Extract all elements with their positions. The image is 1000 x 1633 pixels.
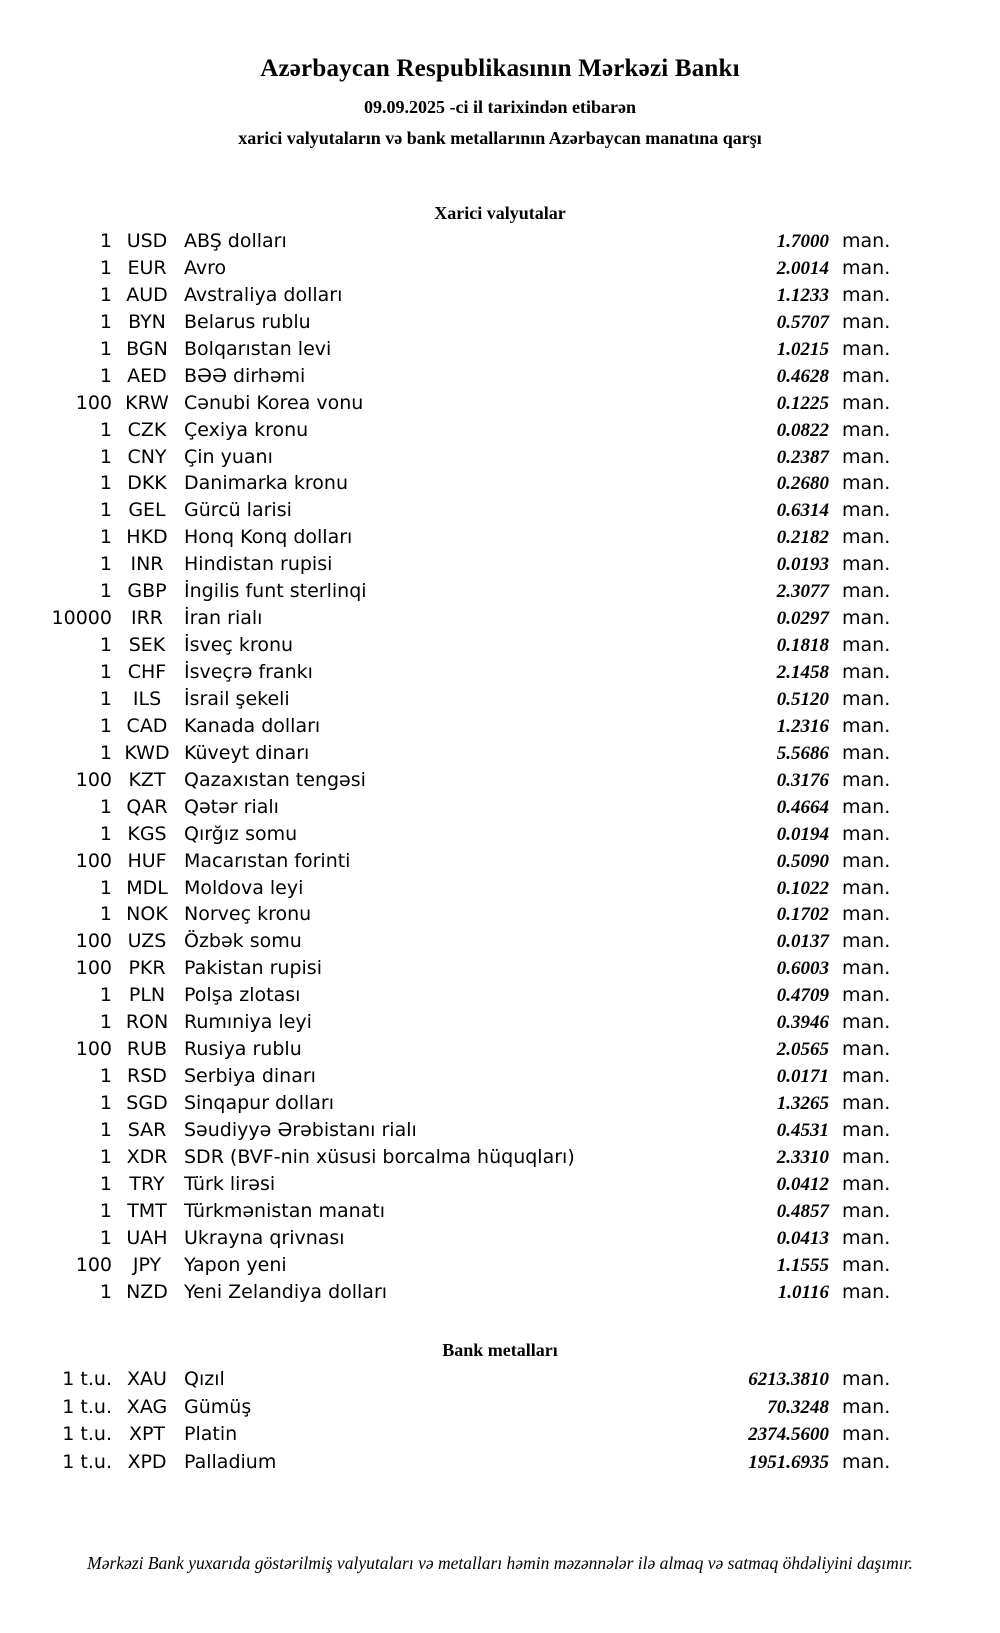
rate-row — [0, 578, 1000, 605]
currency-name: Çin yuanı — [184, 445, 273, 468]
currency-name: Avro — [184, 256, 227, 279]
rate-value: 0.4531 — [776, 1119, 829, 1141]
currency-name: Rusiya rublu — [184, 1038, 302, 1061]
rate-value: 2374.5600 — [748, 1424, 829, 1445]
rate-value: 0.6003 — [776, 958, 829, 980]
unit-label: man. — [842, 1423, 891, 1445]
rate-row — [0, 524, 1000, 551]
currency-name: Gürcü larisi — [184, 499, 292, 522]
rate-row — [0, 1171, 1000, 1198]
rate-value: 0.1022 — [776, 877, 829, 899]
unit-label: man. — [842, 472, 891, 495]
quantity-value: 1 t.u. — [62, 1450, 112, 1473]
rate-value: 1.1555 — [776, 1254, 829, 1276]
rate-value: 0.2387 — [776, 446, 829, 468]
currency-name: ABŞ dolları — [184, 230, 287, 252]
currency-code: CAD — [126, 714, 168, 737]
rate-row — [0, 1449, 1000, 1477]
rate-row — [0, 632, 1000, 659]
currency-code: PKR — [128, 957, 166, 980]
unit-label: man. — [842, 1172, 891, 1195]
currency-code: KGS — [127, 822, 167, 845]
currency-name: Sinqapur dolları — [184, 1092, 335, 1114]
quantity-value: 1 — [99, 822, 112, 845]
rate-row — [0, 955, 1000, 982]
unit-label: man. — [842, 1065, 891, 1088]
unit-label: man. — [842, 230, 891, 252]
rate-row — [0, 444, 1000, 471]
rate-row — [0, 1366, 1000, 1394]
unit-label: man. — [842, 849, 891, 872]
currency-code: BGN — [126, 337, 168, 360]
currency-name: Qətər rialı — [184, 795, 279, 818]
unit-label: man. — [842, 553, 891, 576]
currency-code: NOK — [126, 903, 168, 926]
rate-value: 1951.6935 — [748, 1451, 829, 1473]
rate-value: 1.3265 — [776, 1093, 829, 1114]
currency-code: CHF — [127, 661, 167, 683]
rate-value: 0.2182 — [776, 527, 829, 549]
rate-value: 1.0215 — [776, 338, 829, 360]
bulletin-subtitle: xarici valyutaların və bank metallarının Azərbaycan manatına qarşı — [238, 128, 762, 148]
quantity-value: 1 t.u. — [62, 1423, 112, 1445]
currency-name: Norveç kronu — [184, 903, 312, 926]
quantity-value: 1 — [99, 634, 112, 657]
rate-row — [0, 390, 1000, 417]
unit-label: man. — [842, 1280, 891, 1303]
currency-code: JPY — [132, 1253, 162, 1276]
quantity-value: 100 — [75, 391, 112, 414]
rate-row — [0, 1036, 1000, 1063]
quantity-value: 1 — [99, 661, 112, 683]
rate-row — [0, 309, 1000, 336]
rate-value: 0.2680 — [776, 473, 829, 495]
currency-name: Belarus rublu — [184, 310, 311, 333]
unit-label: man. — [842, 283, 891, 306]
rate-value: 0.1702 — [776, 904, 829, 926]
currency-name: Qırğız somu — [184, 822, 298, 845]
unit-label: man. — [842, 1118, 891, 1141]
unit-label: man. — [842, 903, 891, 926]
rate-value: 0.0413 — [776, 1227, 829, 1249]
rate-value: 0.5707 — [776, 311, 829, 333]
currency-name: SDR (BVF-nin xüsusi borcalma hüquqları) — [184, 1145, 575, 1168]
currency-code: GEL — [128, 499, 166, 522]
currency-name: İsveçrə frankı — [184, 661, 313, 683]
rate-value: 2.1458 — [776, 662, 829, 683]
quantity-value: 1 — [99, 499, 112, 522]
rate-row — [0, 875, 1000, 902]
rate-row — [0, 1394, 1000, 1422]
quantity-value: 1 — [99, 526, 112, 549]
rate-value: 0.0171 — [776, 1066, 829, 1088]
currency-code: TRY — [129, 1172, 165, 1195]
currency-name: Polşa zlotası — [184, 984, 301, 1007]
quantity-value: 1 — [99, 714, 112, 737]
quantity-value: 1 — [99, 903, 112, 926]
unit-label: man. — [842, 984, 891, 1007]
unit-label: man. — [842, 714, 891, 737]
currency-name: Hindistan rupisi — [184, 553, 333, 576]
quantity-value: 1 t.u. — [62, 1395, 112, 1418]
rate-value: 5.5686 — [776, 742, 829, 764]
rate-value: 0.1818 — [776, 635, 829, 657]
quantity-value: 1 — [99, 876, 112, 899]
quantity-value: 1 — [99, 795, 112, 818]
unit-label: man. — [842, 1145, 891, 1168]
currency-name: Cənubi Korea vonu — [184, 391, 364, 414]
currency-name: Palladium — [184, 1450, 277, 1473]
rate-value: 0.3176 — [776, 769, 829, 791]
rate-row — [0, 282, 1000, 309]
currency-code: ILS — [132, 687, 162, 710]
rate-value: 0.3946 — [776, 1012, 829, 1034]
rate-value: 1.1233 — [776, 284, 829, 306]
rate-value: 1.7000 — [776, 231, 829, 252]
obligation-note: Mərkəzi Bank yuxarıda göstərilmiş valyutaları və metalları həmin məzənnələr ilə almaq və satmaq öhdəliyini daşımır. — [87, 1553, 913, 1573]
quantity-value: 100 — [75, 930, 112, 953]
currency-code: XPD — [127, 1450, 167, 1473]
currency-code: SAR — [127, 1118, 167, 1141]
currency-code: UZS — [127, 930, 167, 953]
quantity-value: 1 — [99, 418, 112, 441]
unit-label: man. — [842, 1395, 891, 1418]
rate-row — [0, 551, 1000, 578]
currency-name: Kanada dolları — [184, 714, 321, 737]
quantity-value: 1 — [99, 445, 112, 468]
quantity-value: 1 — [99, 1145, 112, 1168]
currency-code: AUD — [126, 283, 168, 306]
currency-code: CNY — [127, 445, 167, 468]
currency-code: QAR — [126, 795, 168, 818]
quantity-value: 1 — [99, 283, 112, 306]
currencies-table — [0, 228, 1000, 1306]
quantity-value: 1 — [99, 687, 112, 710]
currency-code: MDL — [126, 876, 168, 899]
currency-code: RUB — [126, 1038, 168, 1061]
currency-code: GBP — [127, 580, 167, 603]
rate-row — [0, 848, 1000, 875]
rate-row — [0, 686, 1000, 713]
currency-code: RSD — [127, 1065, 167, 1088]
quantity-value: 1 — [99, 1011, 112, 1034]
rate-row — [0, 740, 1000, 767]
currency-code: DKK — [127, 472, 167, 495]
quantity-value: 100 — [75, 768, 112, 791]
quantity-value: 1 — [99, 1118, 112, 1141]
currency-name: Yapon yeni — [184, 1253, 287, 1276]
currency-name: Serbiya dinarı — [184, 1065, 316, 1088]
unit-label: man. — [842, 1011, 891, 1034]
quantity-value: 100 — [75, 1038, 112, 1061]
unit-label: man. — [842, 526, 891, 549]
rate-row — [0, 794, 1000, 821]
rate-row — [0, 1225, 1000, 1252]
quantity-value: 1 — [99, 337, 112, 360]
currency-code: AED — [127, 364, 167, 387]
rate-row — [0, 1144, 1000, 1171]
unit-label: man. — [842, 607, 891, 630]
unit-label: man. — [842, 661, 891, 683]
currency-code: SEK — [128, 634, 166, 657]
rate-value: 0.5120 — [776, 688, 829, 710]
currency-code: XDR — [126, 1145, 168, 1168]
currency-code: HUF — [127, 849, 167, 872]
currency-name: Pakistan rupisi — [184, 957, 322, 980]
unit-label: man. — [842, 364, 891, 387]
rate-row — [0, 821, 1000, 848]
rate-row — [0, 497, 1000, 524]
currency-code: NZD — [126, 1280, 168, 1303]
rate-row — [0, 659, 1000, 686]
currency-name: Bolqarıstan levi — [184, 337, 332, 360]
rate-row — [0, 470, 1000, 497]
currency-code: CZK — [127, 418, 167, 441]
rate-row — [0, 1279, 1000, 1306]
currency-name: Honq Konq dolları — [184, 526, 353, 549]
rate-row — [0, 336, 1000, 363]
quantity-value: 1 — [99, 1092, 112, 1114]
unit-label: man. — [842, 1226, 891, 1249]
quantity-value: 100 — [75, 957, 112, 980]
rate-row — [0, 1421, 1000, 1449]
currency-name: Küveyt dinarı — [184, 741, 310, 764]
currency-name: BƏƏ dirhəmi — [184, 364, 306, 387]
rate-row — [0, 982, 1000, 1009]
unit-label: man. — [842, 1450, 891, 1473]
currency-name: Özbək somu — [184, 930, 302, 953]
rate-row — [0, 1252, 1000, 1279]
unit-label: man. — [842, 1038, 891, 1061]
quantity-value: 100 — [75, 1253, 112, 1276]
currency-code: XAG — [126, 1395, 168, 1418]
rate-value: 1.0116 — [777, 1281, 829, 1303]
rate-row — [0, 928, 1000, 955]
currency-name: Qızıl — [184, 1368, 225, 1390]
unit-label: man. — [842, 256, 891, 279]
rate-row — [0, 605, 1000, 632]
currency-name: Platin — [184, 1423, 238, 1445]
unit-label: man. — [842, 1092, 891, 1114]
currency-name: Macarıstan forinti — [184, 849, 351, 872]
quantity-value: 1 — [99, 580, 112, 603]
currency-code: XPT — [128, 1423, 166, 1445]
quantity-value: 1 — [99, 472, 112, 495]
rate-value: 0.5090 — [776, 850, 829, 872]
unit-label: man. — [842, 1368, 891, 1390]
rate-value: 0.0137 — [776, 931, 829, 953]
currency-name: Ukrayna qrivnası — [184, 1226, 345, 1249]
currency-name: Moldova leyi — [184, 876, 304, 899]
metals-table — [0, 1366, 1000, 1476]
rate-value: 0.4709 — [776, 985, 829, 1007]
currency-name: İsveç kronu — [184, 634, 294, 657]
currency-name: Yeni Zelandiya dolları — [184, 1280, 388, 1303]
currency-name: Türk lirəsi — [184, 1172, 276, 1195]
rate-row — [0, 767, 1000, 794]
currency-code: INR — [130, 553, 164, 576]
currency-code: USD — [126, 230, 168, 252]
quantity-value: 1 — [99, 984, 112, 1007]
rate-row — [0, 363, 1000, 390]
quantity-value: 10000 — [51, 607, 112, 630]
quantity-value: 1 — [99, 310, 112, 333]
currency-name: Rumıniya leyi — [184, 1011, 312, 1034]
unit-label: man. — [842, 741, 891, 764]
unit-label: man. — [842, 687, 891, 710]
rate-value: 0.4664 — [776, 796, 829, 818]
unit-label: man. — [842, 445, 891, 468]
rate-row — [0, 1009, 1000, 1036]
quantity-value: 1 — [99, 741, 112, 764]
rate-value: 0.1225 — [776, 392, 829, 414]
currency-code: IRR — [130, 607, 163, 630]
rate-value: 2.3077 — [776, 581, 829, 603]
currency-name: İsrail şekeli — [184, 687, 290, 710]
rate-row — [0, 1117, 1000, 1144]
rate-value: 0.0193 — [776, 554, 829, 576]
currency-name: Avstraliya dolları — [184, 283, 343, 306]
unit-label: man. — [842, 822, 891, 845]
quantity-value: 1 — [99, 1172, 112, 1195]
currency-code: KWD — [124, 741, 170, 764]
rate-value: 0.0297 — [776, 608, 829, 630]
rate-value: 0.0412 — [776, 1173, 829, 1195]
unit-label: man. — [842, 634, 891, 657]
currency-code: EUR — [127, 256, 167, 279]
currency-code: BYN — [128, 310, 166, 333]
rate-row — [0, 1063, 1000, 1090]
quantity-value: 1 — [99, 364, 112, 387]
rate-row — [0, 1090, 1000, 1117]
bank-title: Azərbaycan Respublikasının Mərkəzi Bankı — [260, 55, 740, 82]
unit-label: man. — [842, 391, 891, 414]
currency-code: TMT — [127, 1199, 167, 1222]
quantity-value: 1 t.u. — [62, 1368, 112, 1390]
rate-row — [0, 1198, 1000, 1225]
rate-value: 0.6314 — [776, 500, 829, 522]
rate-value: 1.2316 — [776, 715, 829, 737]
unit-label: man. — [842, 768, 891, 791]
currencies-section-title: Xarici valyutalar — [434, 203, 566, 223]
unit-label: man. — [842, 930, 891, 953]
quantity-value: 100 — [75, 849, 112, 872]
quantity-value: 1 — [99, 1065, 112, 1088]
quantity-value: 1 — [99, 256, 112, 279]
rate-value: 0.0194 — [776, 823, 829, 845]
rate-value: 6213.3810 — [748, 1369, 829, 1390]
rate-value: 0.0822 — [776, 419, 829, 441]
unit-label: man. — [842, 1253, 891, 1276]
unit-label: man. — [842, 795, 891, 818]
currency-name: Gümüş — [184, 1395, 252, 1418]
currency-code: KZT — [128, 768, 166, 791]
currency-name: Danimarka kronu — [184, 472, 349, 495]
unit-label: man. — [842, 876, 891, 899]
rate-value: 2.0014 — [776, 257, 829, 279]
currency-code: UAH — [126, 1226, 168, 1249]
currency-code: SGD — [126, 1092, 168, 1114]
quantity-value: 1 — [99, 1226, 112, 1249]
unit-label: man. — [842, 418, 891, 441]
rate-value: 2.0565 — [776, 1039, 829, 1061]
rate-value: 2.3310 — [776, 1146, 829, 1168]
unit-label: man. — [842, 957, 891, 980]
unit-label: man. — [842, 337, 891, 360]
quantity-value: 1 — [99, 1199, 112, 1222]
currency-name: Çexiya kronu — [184, 418, 309, 441]
rate-value: 0.4628 — [776, 365, 829, 387]
metals-section-title: Bank metalları — [442, 1340, 558, 1360]
currency-code: KRW — [125, 391, 169, 414]
quantity-value: 1 — [99, 230, 112, 252]
currency-name: Qazaxıstan tengəsi — [184, 768, 366, 791]
currency-name: Türkmənistan manatı — [184, 1199, 386, 1222]
currency-code: XAU — [127, 1368, 167, 1390]
unit-label: man. — [842, 499, 891, 522]
effective-date-line: 09.09.2025 -ci il tarixindən etibarən — [364, 97, 636, 117]
currency-code: RON — [125, 1011, 169, 1034]
currency-name: Səudiyyə Ərəbistanı rialı — [184, 1118, 417, 1141]
unit-label: man. — [842, 1199, 891, 1222]
quantity-value: 1 — [99, 553, 112, 576]
unit-label: man. — [842, 580, 891, 603]
currency-name: İran rialı — [184, 607, 263, 630]
rate-row — [0, 255, 1000, 282]
unit-label: man. — [842, 310, 891, 333]
rate-row — [0, 713, 1000, 740]
rate-row — [0, 228, 1000, 255]
rate-value: 0.4857 — [776, 1200, 829, 1222]
currency-code: PLN — [128, 984, 166, 1007]
currency-code: HKD — [126, 526, 168, 549]
rate-value: 70.3248 — [767, 1396, 829, 1418]
quantity-value: 1 — [99, 1280, 112, 1303]
rate-row — [0, 901, 1000, 928]
rate-row — [0, 417, 1000, 444]
currency-name: İngilis funt sterlinqi — [184, 580, 367, 603]
